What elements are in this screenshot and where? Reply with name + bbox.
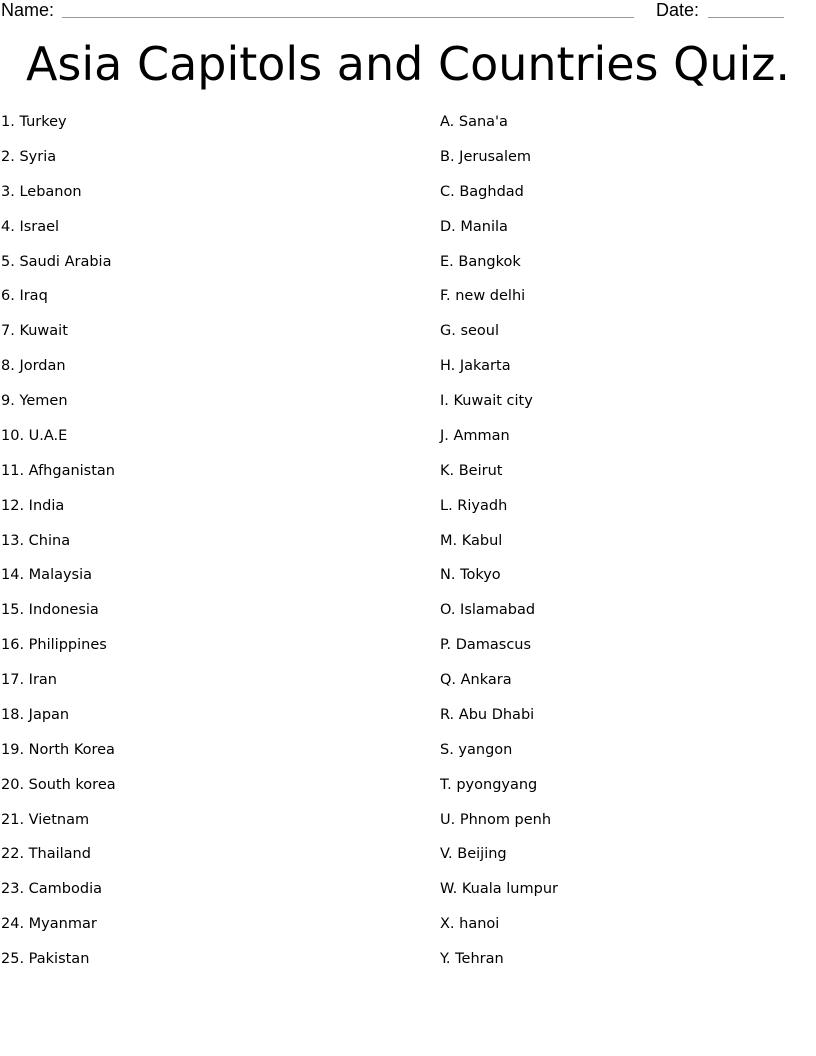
capital-item: Q. Ankara [440, 672, 512, 688]
country-item: 9. Yemen [1, 393, 68, 409]
country-item: 15. Indonesia [1, 602, 99, 619]
capital-item: K. Beirut [440, 462, 503, 479]
country-item: 21. Vietnam [1, 811, 90, 828]
capital-item: R. Abu Dhabi [440, 706, 535, 723]
capital-item: J. Amman [440, 427, 510, 444]
country-item: 7. Kuwait [1, 323, 68, 340]
capital-item: D. Manila [440, 218, 508, 235]
capital-item: V. Beijing [440, 846, 507, 863]
capital-item: A. Sana'a [440, 114, 508, 130]
countries-list [1, 111, 421, 983]
capital-item: Y. Tehran [440, 951, 504, 967]
country-item: 6. Iraq [1, 288, 48, 305]
capital-item: I. Kuwait city [440, 393, 533, 409]
date-blank-line [708, 17, 784, 18]
country-item: 3. Lebanon [1, 183, 82, 200]
country-item: 14. Malaysia [1, 567, 93, 584]
capital-item: W. Kuala lumpur [440, 881, 558, 898]
capital-item: C. Baghdad [440, 183, 524, 200]
capital-item: E. Bangkok [440, 253, 521, 270]
capital-item: O. Islamabad [440, 602, 536, 619]
country-item: 17. Iran [1, 672, 57, 688]
page-title: Asia Capitols and Countries Quiz. [25, 37, 791, 91]
name-blank-line [62, 17, 634, 18]
country-item: 4. Israel [1, 218, 60, 235]
country-item: 5. Saudi Arabia [1, 253, 112, 270]
capital-item: S. yangon [440, 741, 513, 758]
capital-item: X. hanoi [440, 916, 500, 933]
country-item: 8. Jordan [1, 358, 66, 375]
country-item: 16. Philippines [1, 637, 107, 654]
capital-item: F. new delhi [440, 288, 526, 305]
capital-item: U. Phnom penh [440, 811, 552, 828]
country-item: 11. Afhganistan [1, 462, 115, 479]
country-item: 25. Pakistan [1, 951, 90, 967]
capital-item: N. Tokyo [440, 567, 501, 584]
country-item: 23. Cambodia [1, 881, 102, 898]
capitals-list [440, 111, 800, 983]
country-item: 12. India [1, 497, 65, 514]
capital-item: G. seoul [440, 323, 500, 340]
capital-item: T. pyongyang [440, 776, 538, 793]
name-label: Name: [1, 0, 55, 20]
capital-item: L. Riyadh [440, 497, 508, 514]
capital-item: P. Damascus [440, 637, 532, 654]
date-label: Date: [656, 0, 700, 20]
country-item: 1. Turkey [1, 114, 67, 130]
country-item: 24. Myanmar [1, 916, 97, 933]
country-item: 19. North Korea [1, 741, 115, 758]
capital-item: B. Jerusalem [440, 148, 532, 165]
capital-item: H. Jakarta [440, 358, 511, 375]
country-item: 13. China [1, 532, 71, 549]
country-item: 10. U.A.E [1, 427, 68, 444]
capital-item: M. Kabul [440, 532, 503, 549]
country-item: 20. South korea [1, 776, 116, 793]
worksheet-header [0, 0, 816, 22]
country-item: 22. Thailand [1, 846, 91, 863]
country-item: 2. Syria [1, 148, 57, 165]
country-item: 18. Japan [1, 706, 70, 723]
